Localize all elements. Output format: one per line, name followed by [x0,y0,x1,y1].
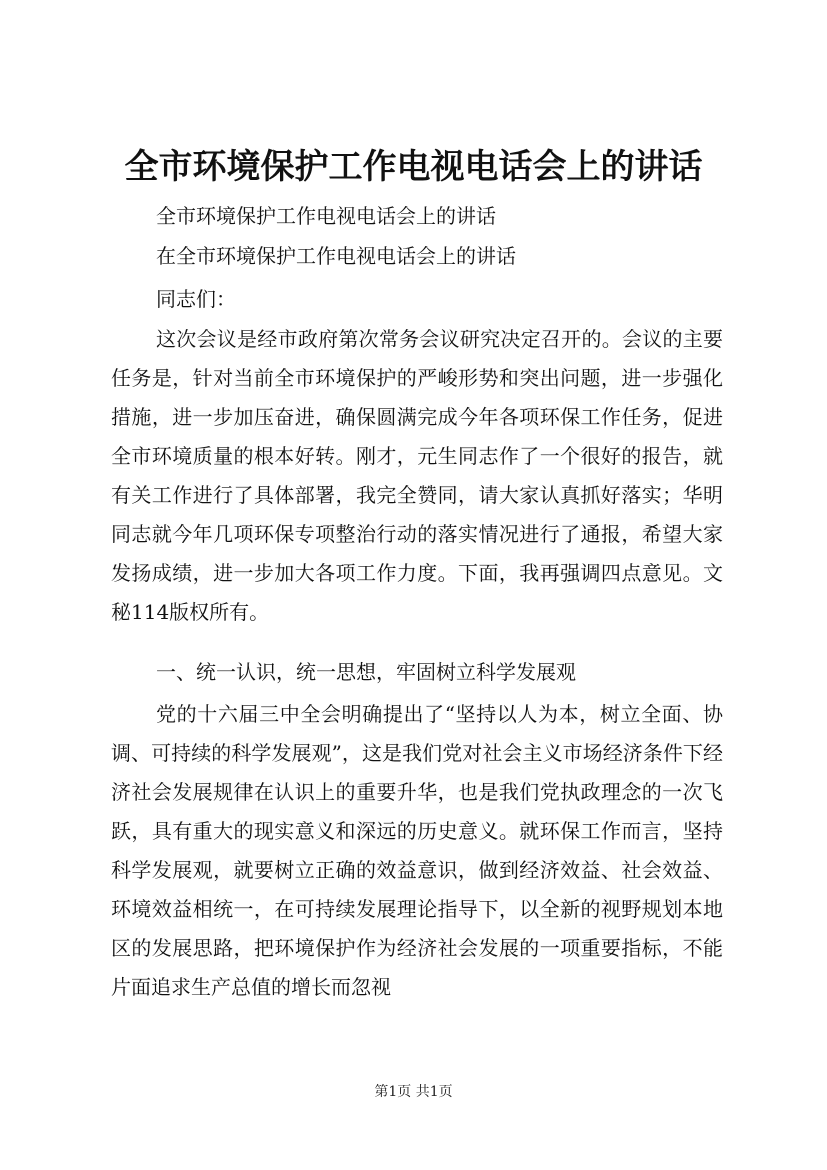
page-footer [0,1082,827,1102]
body-paragraph: 党的十六届三中全会明确提出了“坚持以人为本，树立全面、协调、可持续的科学发展观”，这是我们党对社会主义市场经济条件下经济社会发展规律在认识上的重要升华，也是我们党执政理念的一次飞跃，具有重大的现实意义和深远的历史意义。就环保工作而言，坚持科学发展观，就要树立正确的效益意识，做到经济效益、社会效益、环境效益相统一，在可持续发展理论指导下，以全新的视野规划本地区的发展思路，把环境保护作为经济社会发展的一项重要指标，不能片面追求生产总值的增长而忽视 [111,702,723,999]
page-number-label: 第1页 共1页 [374,1084,453,1100]
document-title: 全市环境保护工作电视电话会上的讲话 [124,147,703,187]
greeting: 同志们： [156,287,236,311]
document-subtitle: 全市环境保护工作电视电话会上的讲话 [156,204,496,228]
section-heading: 一、统一认识，统一思想，牢固树立科学发展观 [156,660,576,684]
document-subtitle-full: 在全市环境保护工作电视电话会上的讲话 [156,244,516,268]
body-paragraph: 这次会议是经市政府第次常务会议研究决定召开的。会议的主要任务是，针对当前全市环境保护的严峻形势和突出问题，进一步强化措施，进一步加压奋进，确保圆满完成今年各项环保工作任务，促进全市环境质量的根本好转。刚才，元生同志作了一个很好的报告，就有关工作进行了具体部署，我完全赞同，请大家认真抓好落实；华明同志就今年几项环保专项整治行动的落实情况进行了通报，希望大家发扬成绩，进一步加大各项工作力度。下面，我再强调四点意见。文秘114版权所有。 [111,327,723,624]
